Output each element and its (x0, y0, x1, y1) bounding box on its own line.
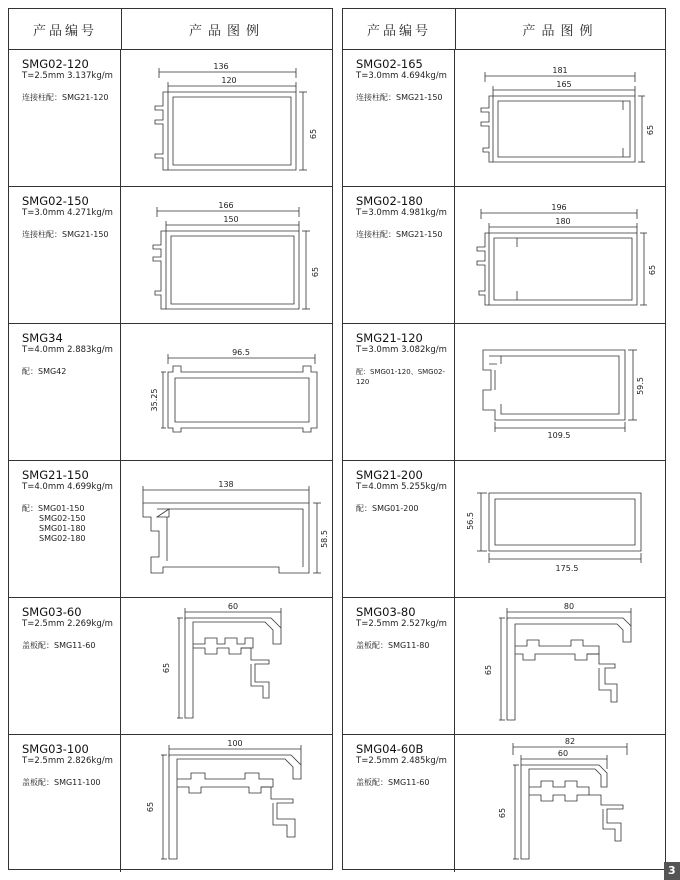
product-info (343, 324, 455, 460)
header-code: 产品编号 (343, 9, 456, 49)
dim-inner: 165 (556, 80, 572, 89)
product-row (343, 50, 665, 187)
dim-height: 65 (646, 124, 655, 136)
dim-height: 56.5 (466, 512, 475, 530)
product-drawing (455, 598, 665, 734)
profile-drawing-svg (455, 324, 666, 461)
product-spec: T=3.0mm 4.271kg/m (22, 208, 113, 218)
dim-inner: 180 (555, 217, 571, 226)
dim-outer: 136 (213, 62, 229, 71)
product-info (9, 324, 121, 460)
dim-height: 65 (146, 801, 155, 813)
dim-width: 109.5 (547, 431, 571, 440)
product-note (356, 504, 454, 514)
profile-drawing-svg (121, 598, 333, 735)
product-code: SMG02-165 (356, 57, 423, 71)
profile-drawing-svg (455, 461, 666, 598)
product-code: SMG21-200 (356, 468, 423, 482)
profile-drawing-svg (121, 461, 333, 598)
product-note (356, 230, 454, 240)
product-note (356, 641, 454, 651)
profile-drawing-svg (455, 187, 666, 324)
right-catalog-table (342, 8, 666, 870)
note-text: 盖板配：SMG11-60 (356, 778, 430, 787)
product-note (22, 641, 120, 651)
profile-drawing-svg (121, 735, 333, 872)
product-row (343, 187, 665, 324)
product-info (9, 461, 121, 597)
product-row (343, 461, 665, 598)
dim-outer: 166 (218, 201, 234, 210)
note-text: 盖板配：SMG11-80 (356, 641, 430, 650)
table-header (343, 9, 665, 50)
product-note (356, 778, 454, 788)
product-note (22, 504, 120, 544)
dim-width: 60 (227, 602, 239, 611)
product-info (343, 461, 455, 597)
product-drawing (121, 50, 332, 186)
product-code: SMG02-180 (356, 194, 423, 208)
dim-height: 65 (498, 807, 507, 819)
product-code: SMG02-150 (22, 194, 89, 208)
product-info (9, 187, 121, 323)
product-note (356, 93, 454, 103)
product-spec: T=2.5mm 2.269kg/m (22, 619, 113, 629)
product-row (9, 50, 332, 187)
product-info (343, 598, 455, 734)
product-code: SMG04-60B (356, 742, 424, 756)
product-drawing (121, 735, 332, 872)
dim-height: 65 (648, 264, 657, 276)
product-row (343, 324, 665, 461)
product-spec: T=2.5mm 2.826kg/m (22, 756, 113, 766)
product-code: SMG03-100 (22, 742, 89, 756)
product-row (343, 735, 665, 872)
product-row (343, 598, 665, 735)
dim-width: 96.5 (232, 348, 250, 357)
note-text: 盖板配：SMG11-100 (22, 778, 101, 787)
dim-width: 175.5 (555, 564, 579, 573)
table-header (9, 9, 332, 50)
dim-inner: 60 (557, 749, 569, 758)
product-spec: T=2.5mm 3.137kg/m (22, 71, 113, 81)
product-spec: T=2.5mm 2.485kg/m (356, 756, 447, 766)
product-code: SMG03-80 (356, 605, 416, 619)
dim-inner: 150 (223, 215, 239, 224)
product-drawing (455, 187, 665, 323)
product-drawing (121, 598, 332, 734)
product-drawing (455, 324, 665, 460)
note-text: 配：SMG01-120、SMG02-120 (356, 368, 446, 386)
product-info (9, 598, 121, 734)
product-code: SMG02-120 (22, 57, 89, 71)
note-extra: SMG02-180 (39, 534, 86, 543)
note-text: 配：SMG01-150 (22, 504, 85, 513)
dim-width: 100 (227, 739, 243, 748)
product-spec: T=2.5mm 2.527kg/m (356, 619, 447, 629)
note-text: 连接柱配：SMG21-150 (356, 93, 443, 102)
dim-height: 65 (311, 266, 320, 278)
product-drawing (121, 324, 332, 460)
dim-height: 65 (162, 662, 171, 674)
product-spec: T=3.0mm 3.082kg/m (356, 345, 447, 355)
product-info (343, 187, 455, 323)
note-text: 配：SMG01-200 (356, 504, 419, 513)
note-text: 配：SMG42 (22, 367, 67, 376)
dim-height: 35.25 (150, 388, 159, 412)
product-info (343, 50, 455, 186)
product-drawing (121, 187, 332, 323)
header-code: 产品编号 (9, 9, 122, 49)
product-row (9, 461, 332, 598)
profile-drawing-svg (121, 50, 333, 187)
dim-outer: 82 (564, 737, 576, 746)
dim-width: 80 (563, 602, 575, 611)
left-catalog-table (8, 8, 333, 870)
note-text: 连接柱配：SMG21-150 (356, 230, 443, 239)
product-note (22, 778, 120, 788)
note-extra: SMG01-180 (39, 524, 86, 533)
product-spec: T=3.0mm 4.694kg/m (356, 71, 447, 81)
note-extra: SMG02-150 (39, 514, 86, 523)
product-note (22, 93, 120, 103)
header-drawing: 产品图例 (188, 23, 265, 39)
dim-height: 65 (484, 664, 493, 676)
profile-drawing-svg (455, 50, 666, 187)
dim-outer: 196 (551, 203, 567, 212)
note-text: 连接柱配：SMG21-150 (22, 230, 109, 239)
product-drawing (455, 735, 665, 872)
product-info (9, 50, 121, 186)
product-code: SMG21-120 (356, 331, 423, 345)
product-row (9, 324, 332, 461)
product-spec: T=3.0mm 4.981kg/m (356, 208, 447, 218)
product-note (22, 367, 120, 377)
header-drawing: 产品图例 (522, 23, 599, 39)
profile-drawing-svg (455, 735, 666, 872)
note-text: 盖板配：SMG11-60 (22, 641, 96, 650)
product-code: SMG21-150 (22, 468, 89, 482)
dim-inner: 120 (221, 76, 237, 85)
product-info (343, 735, 455, 872)
product-row (9, 187, 332, 324)
product-spec: T=4.0mm 4.699kg/m (22, 482, 113, 492)
profile-drawing-svg (455, 598, 666, 735)
product-code: SMG03-60 (22, 605, 82, 619)
dim-height: 65 (309, 128, 318, 140)
product-note (22, 230, 120, 240)
dim-height: 58.5 (320, 530, 329, 548)
product-spec: T=4.0mm 5.255kg/m (356, 482, 447, 492)
product-drawing (121, 461, 332, 597)
product-drawing (455, 50, 665, 186)
dim-height: 59.5 (636, 377, 645, 395)
profile-drawing-svg (121, 324, 333, 461)
product-spec: T=4.0mm 2.883kg/m (22, 345, 113, 355)
dim-outer: 181 (552, 66, 568, 75)
product-row (9, 735, 332, 872)
product-code: SMG34 (22, 331, 63, 345)
page-number: 3 (664, 862, 680, 880)
dim-width: 138 (218, 480, 234, 489)
product-info (9, 735, 121, 872)
product-drawing (455, 461, 665, 597)
product-row (9, 598, 332, 735)
product-note (356, 367, 454, 387)
profile-drawing-svg (121, 187, 333, 324)
note-text: 连接柱配：SMG21-120 (22, 93, 109, 102)
